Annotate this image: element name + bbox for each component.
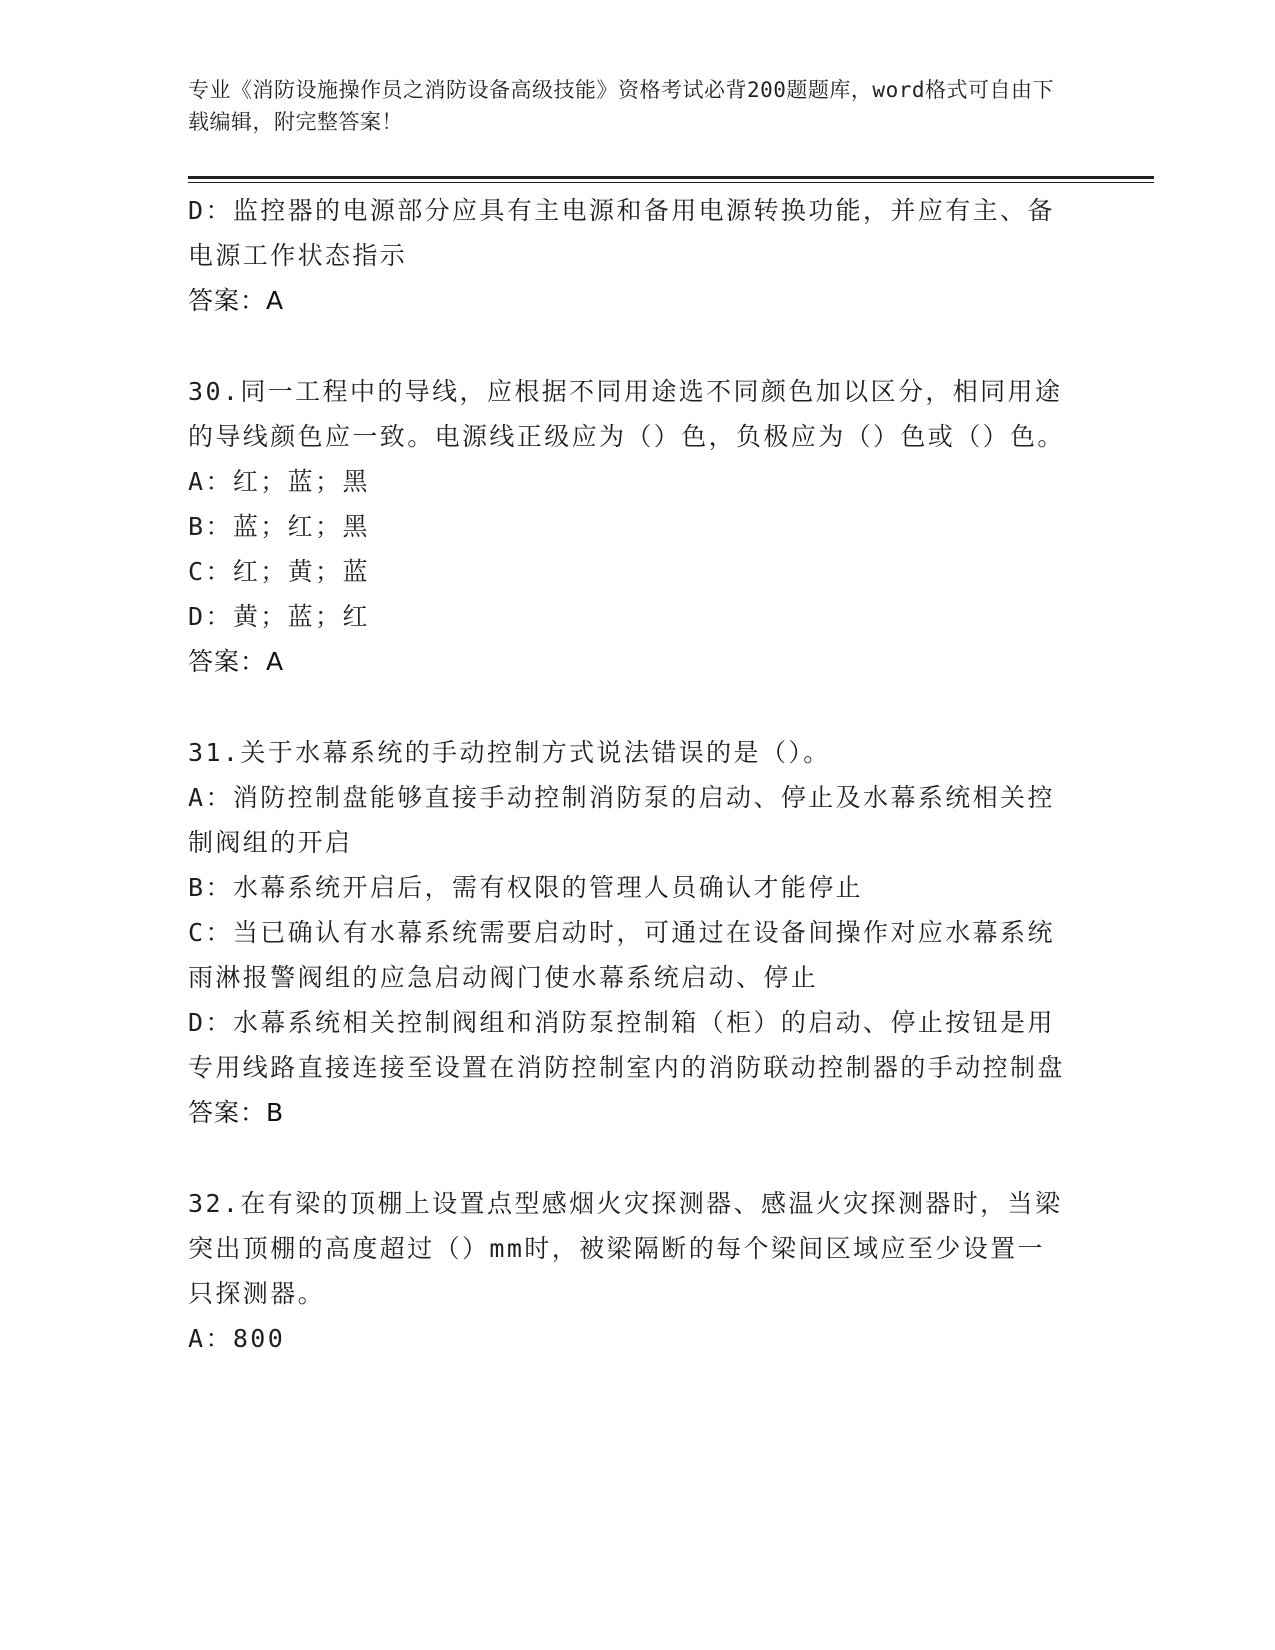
question-text: 30.同一工程中的导线，应根据不同用途选不同颜色加以区分，相同用途的导线颜色应一致。电源线正级应为（）色，负极应为（）色或（）色。 [188, 377, 1065, 451]
header-rule-thick [188, 176, 1154, 179]
document-body [188, 188, 1068, 1361]
option-d: D：黄；蓝；红 [188, 602, 370, 631]
spacer [188, 684, 1068, 730]
option-d: D：水幕系统相关控制阀组和消防泵控制箱（柜）的启动、停止按钮是用专用线路直接连接至设置在消防控制室内的消防联动控制器的手动控制盘 [188, 1008, 1065, 1082]
question-31 [188, 730, 1068, 1135]
question-29-tail [188, 188, 1068, 323]
answer: 答案：A [188, 647, 285, 676]
option-b: B：水幕系统开启后，需有权限的管理人员确认才能停止 [188, 873, 864, 902]
option-d: D：监控器的电源部分应具有主电源和备用电源转换功能，并应有主、备电源工作状态指示 [188, 196, 1055, 270]
spacer [188, 1135, 1068, 1181]
spacer [188, 323, 1068, 369]
answer: 答案：A [188, 286, 285, 315]
option-a: A：红；蓝；黑 [188, 467, 370, 496]
header-rule-thin [188, 182, 1154, 183]
question-text: 32.在有梁的顶棚上设置点型感烟火灾探测器、感温火灾探测器时，当梁突出顶棚的高度超过（）mm时，被梁隔断的每个梁间区域应至少设置一只探测器。 [188, 1189, 1063, 1308]
answer: 答案：B [188, 1098, 285, 1127]
option-c: C：当已确认有水幕系统需要启动时，可通过在设备间操作对应水幕系统雨淋报警阀组的应急启动阀门使水幕系统启动、停止 [188, 918, 1055, 992]
question-30 [188, 369, 1068, 684]
option-c: C：红；黄；蓝 [188, 557, 370, 586]
document-header: 专业《消防设施操作员之消防设备高级技能》资格考试必背200题题库，word格式可自由下载编辑，附完整答案！ [188, 78, 1054, 134]
option-a: A：消防控制盘能够直接手动控制消防泵的启动、停止及水幕系统相关控制阀组的开启 [188, 783, 1055, 857]
question-32 [188, 1181, 1068, 1361]
question-text: 31.关于水幕系统的手动控制方式说法错误的是（）。 [188, 738, 831, 767]
option-a: A：800 [188, 1324, 286, 1353]
option-b: B：蓝；红；黑 [188, 512, 370, 541]
